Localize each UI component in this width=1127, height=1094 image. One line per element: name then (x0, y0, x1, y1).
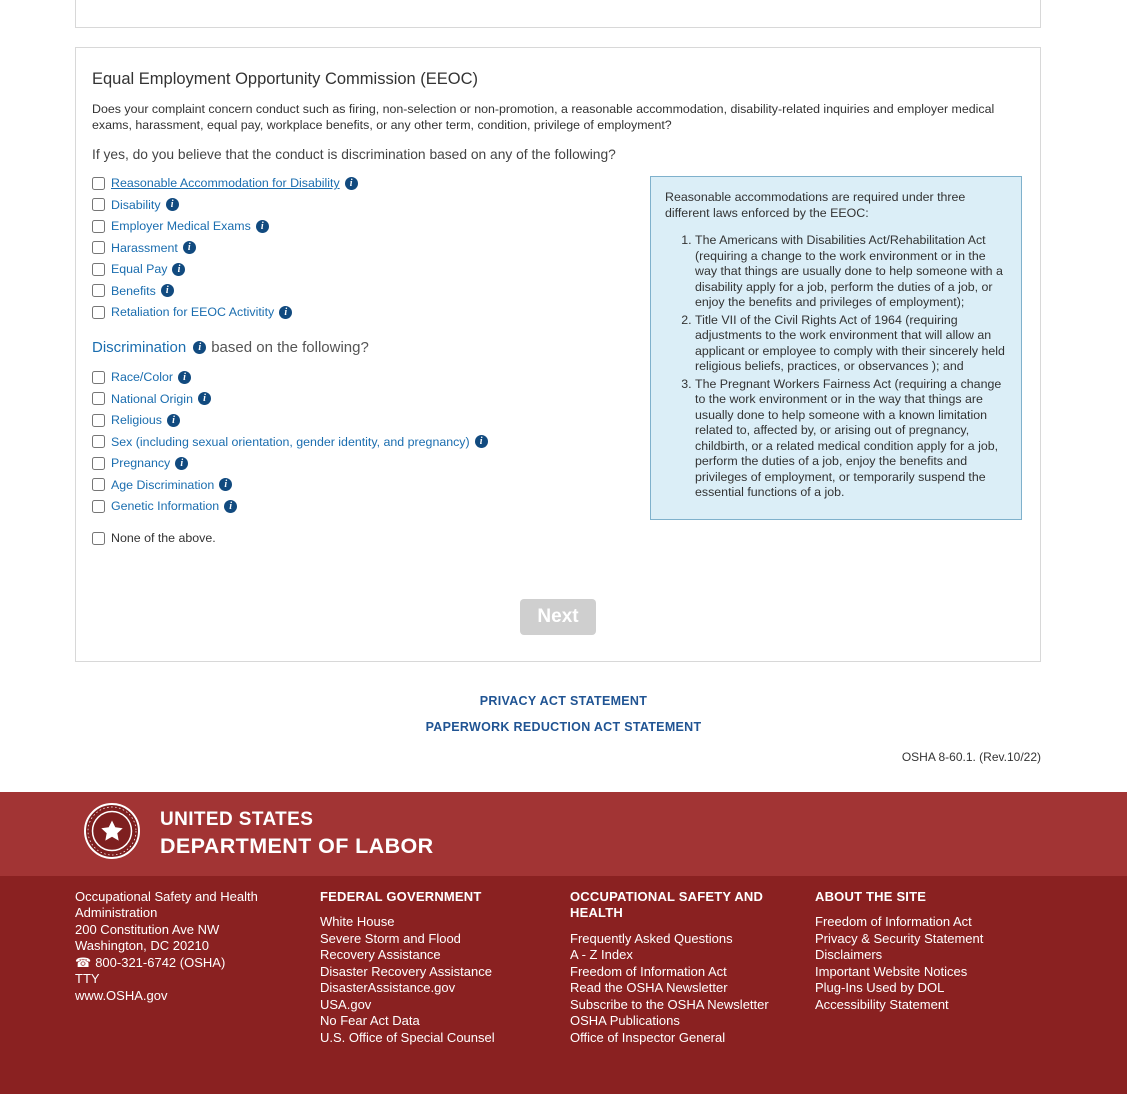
option-checkbox[interactable] (92, 263, 105, 276)
previous-section-card (75, 0, 1041, 28)
footer-osh-column (570, 889, 815, 1047)
footer-agency-name: Occupational Safety and Health Administration (75, 889, 258, 921)
option-checkbox[interactable] (92, 435, 105, 448)
checkbox-option-row (92, 392, 640, 406)
info-icon[interactable]: i (167, 414, 180, 427)
footer-link[interactable]: OSHA Publications (570, 1013, 785, 1030)
option-label[interactable]: Disability (111, 198, 161, 212)
option-label[interactable]: Harassment (111, 241, 178, 255)
footer-contact-column (75, 889, 320, 1047)
option-label[interactable]: Equal Pay (111, 262, 167, 276)
eeoc-intro-text: Does your complaint concern conduct such as firing, non-selection or non-promotion, a reasonable accommodation, disability-related inquiries and employer medical exams, harassment, equal pay, workplace benefits, or any other term, condition, privilege of employment? (92, 101, 1024, 133)
discrimination-options-list (92, 370, 640, 513)
footer-link[interactable]: Read the OSHA Newsletter (570, 980, 785, 997)
info-icon[interactable]: i (161, 284, 174, 297)
footer-federal-government-links (320, 914, 515, 1046)
info-box-law-list (665, 233, 1007, 501)
footer-department-of-labor: DEPARTMENT OF LABOR (160, 834, 434, 859)
info-icon[interactable]: i (175, 457, 188, 470)
phone-icon: ☎ (75, 955, 91, 970)
footer-phone-number: 800-321-6742 (OSHA) (95, 955, 225, 970)
checkbox-option-row (92, 456, 640, 470)
eeoc-section-title: Equal Employment Opportunity Commission (EEOC) (92, 70, 1024, 89)
checkbox-option-row (92, 413, 640, 427)
eeoc-question-text: If yes, do you believe that the conduct is discrimination based on any of the following? (92, 147, 1024, 162)
footer-address-line1: 200 Constitution Ave NW (75, 922, 219, 937)
footer-column-heading: FEDERAL GOVERNMENT (320, 889, 515, 906)
checkbox-option-row (92, 435, 640, 449)
footer-website-link[interactable]: www.OSHA.gov (75, 988, 260, 1005)
option-checkbox[interactable] (92, 500, 105, 513)
info-icon[interactable]: i (256, 220, 269, 233)
option-checkbox[interactable] (92, 371, 105, 384)
footer-link[interactable]: White House (320, 914, 515, 931)
footer-address-line2: Washington, DC 20210 (75, 938, 209, 953)
option-label[interactable]: Sex (including sexual orientation, gender identity, and pregnancy) (111, 435, 470, 449)
reasonable-accommodation-info-box (650, 176, 1022, 520)
option-label[interactable]: Pregnancy (111, 456, 170, 470)
none-of-above-label[interactable]: None of the above. (111, 531, 216, 545)
option-label[interactable]: Benefits (111, 284, 156, 298)
option-checkbox[interactable] (92, 241, 105, 254)
checkbox-option-row (92, 198, 640, 212)
option-checkbox[interactable] (92, 306, 105, 319)
option-label[interactable]: Retaliation for EEOC Activitity (111, 305, 274, 319)
privacy-act-statement-link[interactable]: PRIVACY ACT STATEMENT (0, 694, 1127, 708)
info-icon[interactable]: i (219, 478, 232, 491)
footer-about-site-links (815, 914, 1095, 1013)
paperwork-reduction-act-statement-link[interactable]: PAPERWORK REDUCTION ACT STATEMENT (0, 720, 1127, 734)
footer-united-states: UNITED STATES (160, 809, 434, 831)
option-label[interactable]: Race/Color (111, 370, 173, 384)
footer-link[interactable]: Privacy & Security Statement (815, 931, 1095, 948)
option-label[interactable]: Genetic Information (111, 499, 219, 513)
footer-link[interactable]: U.S. Office of Special Counsel (320, 1030, 515, 1047)
info-icon[interactable]: i (224, 500, 237, 513)
footer-link[interactable]: Frequently Asked Questions (570, 931, 785, 948)
footer-column-heading: OCCUPATIONAL SAFETY AND HEALTH (570, 889, 785, 922)
option-checkbox[interactable] (92, 414, 105, 427)
checkbox-option-row (92, 241, 640, 255)
checkbox-option-row (92, 499, 640, 513)
footer-link[interactable]: USA.gov (320, 997, 515, 1014)
eeoc-section-card (75, 47, 1041, 662)
option-checkbox[interactable] (92, 220, 105, 233)
footer-link[interactable]: Freedom of Information Act (815, 914, 1095, 931)
footer-agency-banner (0, 792, 1127, 876)
eeoc-columns (92, 176, 1024, 553)
statements-links (0, 694, 1127, 734)
info-icon[interactable]: i (178, 371, 191, 384)
footer-link[interactable]: Severe Storm and Flood Recovery Assistance (320, 931, 515, 964)
discrimination-heading-rest: based on the following? (211, 339, 369, 356)
footer-agency-title (160, 809, 434, 859)
footer-osh-links (570, 931, 785, 1047)
footer-link[interactable]: Freedom of Information Act (570, 964, 785, 981)
info-icon[interactable]: i (345, 177, 358, 190)
option-checkbox[interactable] (92, 392, 105, 405)
option-label[interactable]: Reasonable Accommodation for Disability (111, 176, 340, 190)
checkbox-option-row (92, 305, 640, 319)
footer-link[interactable]: Subscribe to the OSHA Newsletter (570, 997, 785, 1014)
option-checkbox[interactable] (92, 457, 105, 470)
info-box-law-item: 1. The Americans with Disabilities Act/Rehabilitation Act (requiring a change to the work environment or in the way that things are usually done to help someone with a disability apply for a job, perform the duties of a job, or enjoy the benefits and privileges of employment); (695, 233, 1007, 311)
info-icon[interactable]: i (166, 198, 179, 211)
next-button-row (92, 599, 1024, 635)
footer-link[interactable]: Disaster Recovery Assistance (320, 964, 515, 981)
option-label[interactable]: Age Discrimination (111, 478, 214, 492)
footer-link[interactable]: No Fear Act Data (320, 1013, 515, 1030)
checkbox-option-row (92, 176, 640, 190)
discrimination-term: Discrimination (92, 339, 186, 356)
footer-tty-link[interactable]: TTY (75, 971, 260, 988)
info-box-intro: Reasonable accommodations are required under three different laws enforced by the EEOC: (665, 190, 1007, 221)
footer-column-heading: ABOUT THE SITE (815, 889, 1095, 906)
info-icon[interactable]: i (198, 392, 211, 405)
eeoc-options-column (92, 176, 640, 553)
checkbox-option-row (92, 284, 640, 298)
footer-link[interactable]: DisasterAssistance.gov (320, 980, 515, 997)
footer-link[interactable]: A - Z Index (570, 947, 785, 964)
footer-federal-government-column (320, 889, 570, 1047)
checkbox-option-row (92, 478, 640, 492)
footer-link[interactable]: Disclaimers (815, 947, 1095, 964)
option-checkbox[interactable] (92, 478, 105, 491)
info-icon[interactable]: i (475, 435, 488, 448)
osha-form-number: OSHA 8-60.1. (Rev.10/22) (75, 750, 1041, 764)
footer-link[interactable]: Important Website Notices (815, 964, 1095, 981)
info-box-law-item: 3. The Pregnant Workers Fairness Act (requiring a change to the work environment or in the way that things are usually done to help someone with a known limitation related to, affected by, or arising out of pregnancy, childbirth, or a related medical condition apply for a job, perform the duties of a job, enjoy the benefits and privileges of employment, or temporarily suspend the essential functions of a job. (695, 377, 1007, 501)
option-label[interactable]: Religious (111, 413, 162, 427)
none-of-above-row (92, 531, 640, 545)
info-icon[interactable]: i (172, 263, 185, 276)
footer-link[interactable]: Accessibility Statement (815, 997, 1095, 1014)
option-label[interactable]: Employer Medical Exams (111, 219, 251, 233)
info-icon[interactable]: i (183, 241, 196, 254)
conduct-options-list (92, 176, 640, 319)
footer-link[interactable]: Office of Inspector General (570, 1030, 785, 1047)
footer-about-site-column (815, 889, 1095, 1047)
option-checkbox[interactable] (92, 177, 105, 190)
info-box-law-item: 2. Title VII of the Civil Rights Act of 1964 (requiring adjustments to the work environment that will allow an applicant or employee to comply with their sincerely held religious beliefs, practices, or observances ); and (695, 313, 1007, 375)
next-button[interactable]: Next (520, 599, 595, 635)
checkbox-option-row (92, 219, 640, 233)
footer-link[interactable]: Plug-Ins Used by DOL (815, 980, 1095, 997)
dol-seal-logo (84, 803, 140, 864)
option-label[interactable]: National Origin (111, 392, 193, 406)
footer-links-area (0, 876, 1127, 1094)
discrimination-heading (92, 339, 640, 356)
info-icon[interactable]: i (193, 341, 206, 354)
none-of-above-checkbox[interactable] (92, 532, 105, 545)
checkbox-option-row (92, 370, 640, 384)
footer-phone-line[interactable] (75, 955, 225, 970)
option-checkbox[interactable] (92, 284, 105, 297)
option-checkbox[interactable] (92, 198, 105, 211)
checkbox-option-row (92, 262, 640, 276)
info-icon[interactable]: i (279, 306, 292, 319)
